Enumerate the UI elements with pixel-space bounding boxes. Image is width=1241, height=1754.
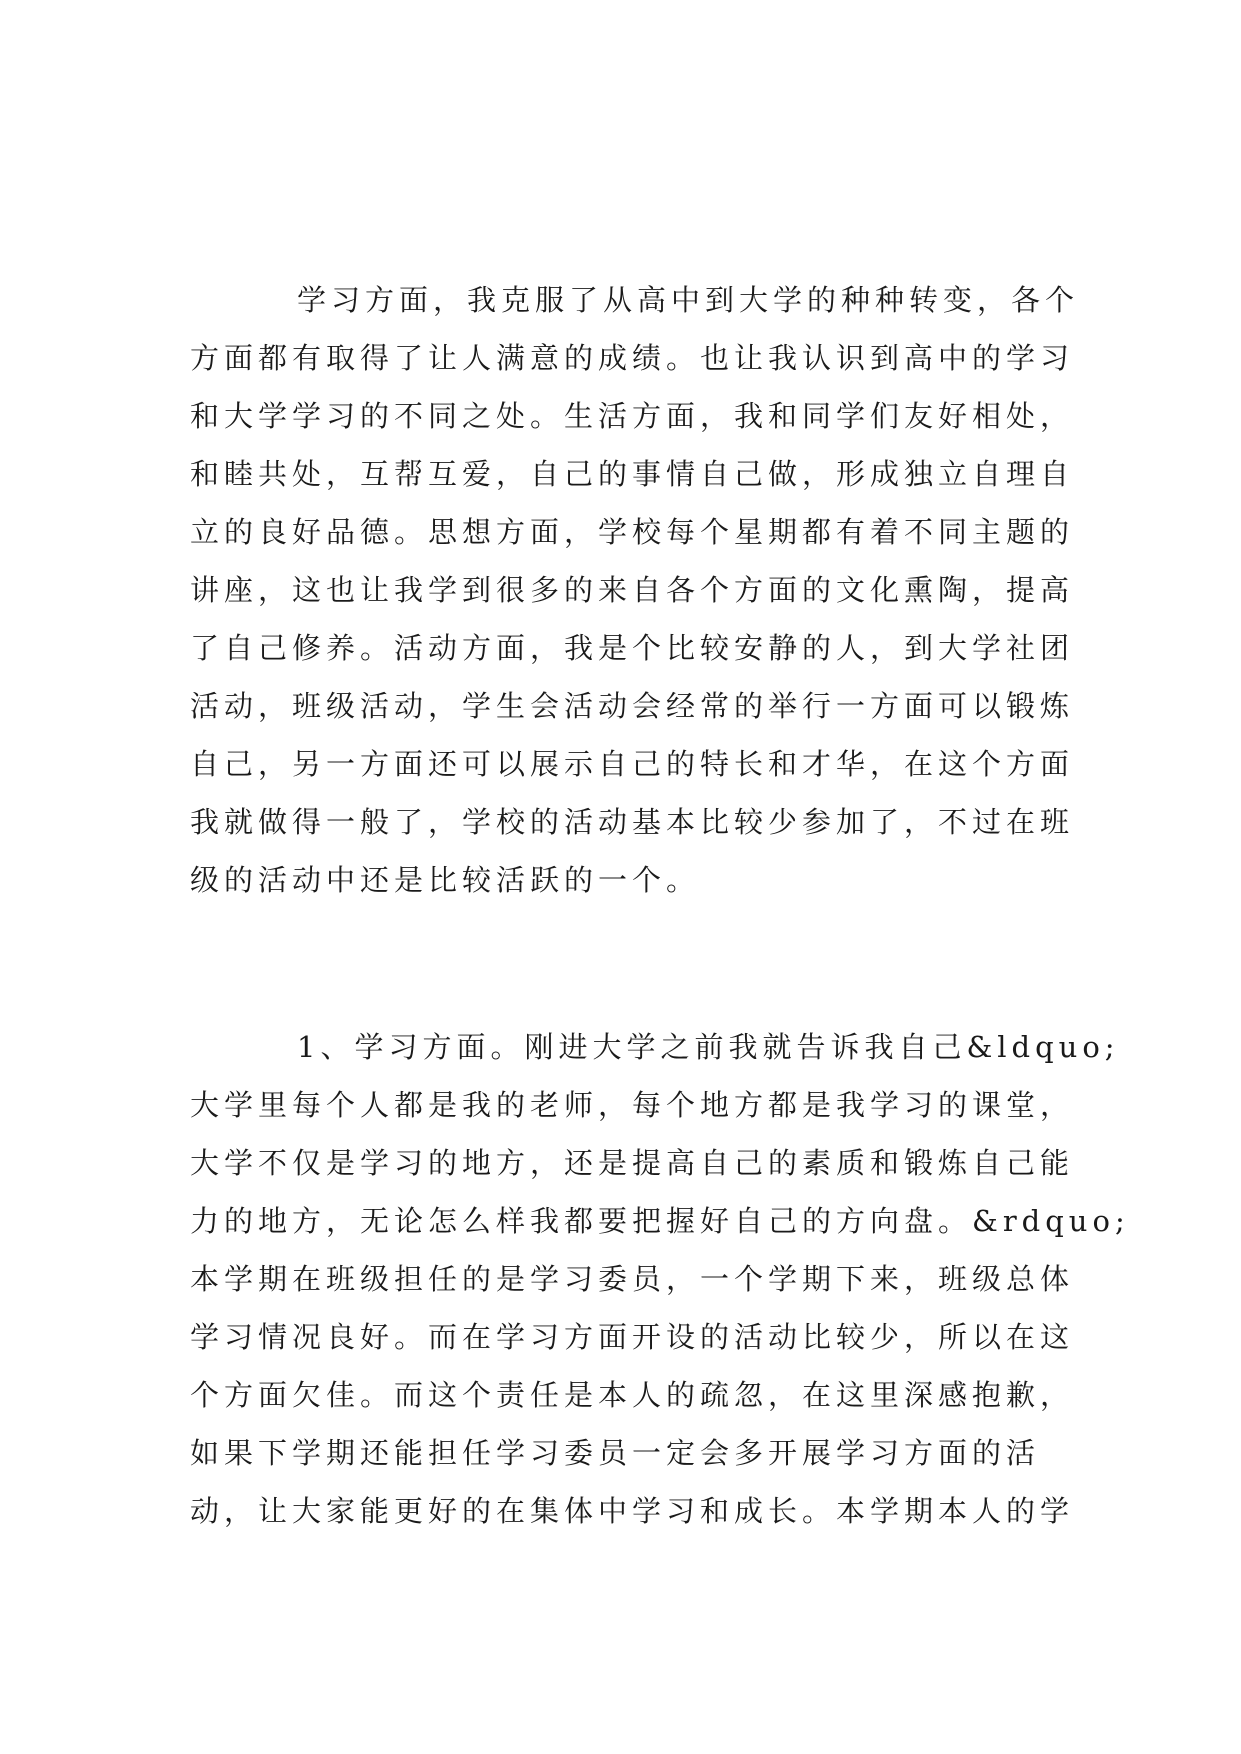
paragraph-1-line-6: 讲座，这也让我学到很多的来自各个方面的文化熏陶，提高 [190,573,1075,607]
paragraph-2-line-3: 大学不仅是学习的地方，还是提高自己的素质和锻炼自己能 [190,1146,1075,1180]
paragraph-2-line-7: 个方面欠佳。而这个责任是本人的疏忽，在这里深感抱歉， [190,1378,1075,1412]
paragraph-2-line-1: 1、学习方面。刚进大学之前我就告诉我自己&ldquo; [297,1030,1120,1064]
paragraph-2-line-6: 学习情况良好。而在学习方面开设的活动比较少，所以在这 [190,1320,1075,1354]
paragraph-1-line-5: 立的良好品德。思想方面，学校每个星期都有着不同主题的 [190,515,1075,549]
paragraph-2-line-4: 力的地方，无论怎么样我都要把握好自己的方向盘。&rdquo; [190,1204,1130,1238]
paragraph-1-line-7: 了自己修养。活动方面，我是个比较安静的人，到大学社团 [190,631,1075,665]
paragraph-1-line-11: 级的活动中还是比较活跃的一个。 [190,863,701,897]
paragraph-1-line-9: 自己，另一方面还可以展示自己的特长和才华，在这个方面 [190,747,1075,781]
paragraph-2-line-5: 本学期在班级担任的是学习委员，一个学期下来，班级总体 [190,1262,1075,1296]
paragraph-1-line-4: 和睦共处，互帮互爱，自己的事情自己做，形成独立自理自 [190,457,1075,491]
paragraph-2-line-2: 大学里每个人都是我的老师，每个地方都是我学习的课堂， [190,1088,1075,1122]
paragraph-2-line-8: 如果下学期还能担任学习委员一定会多开展学习方面的活 [190,1436,1041,1470]
paragraph-1-line-10: 我就做得一般了，学校的活动基本比较少参加了，不过在班 [190,805,1075,839]
paragraph-2-line-9: 动，让大家能更好的在集体中学习和成长。本学期本人的学 [190,1494,1075,1528]
paragraph-1-line-2: 方面都有取得了让人满意的成绩。也让我认识到高中的学习 [190,341,1075,375]
paragraph-1-line-3: 和大学学习的不同之处。生活方面，我和同学们友好相处， [190,399,1075,433]
paragraph-1-line-1: 学习方面，我克服了从高中到大学的种种转变，各个 [297,283,1080,317]
paragraph-1-line-8: 活动，班级活动，学生会活动会经常的举行一方面可以锻炼 [190,689,1075,723]
